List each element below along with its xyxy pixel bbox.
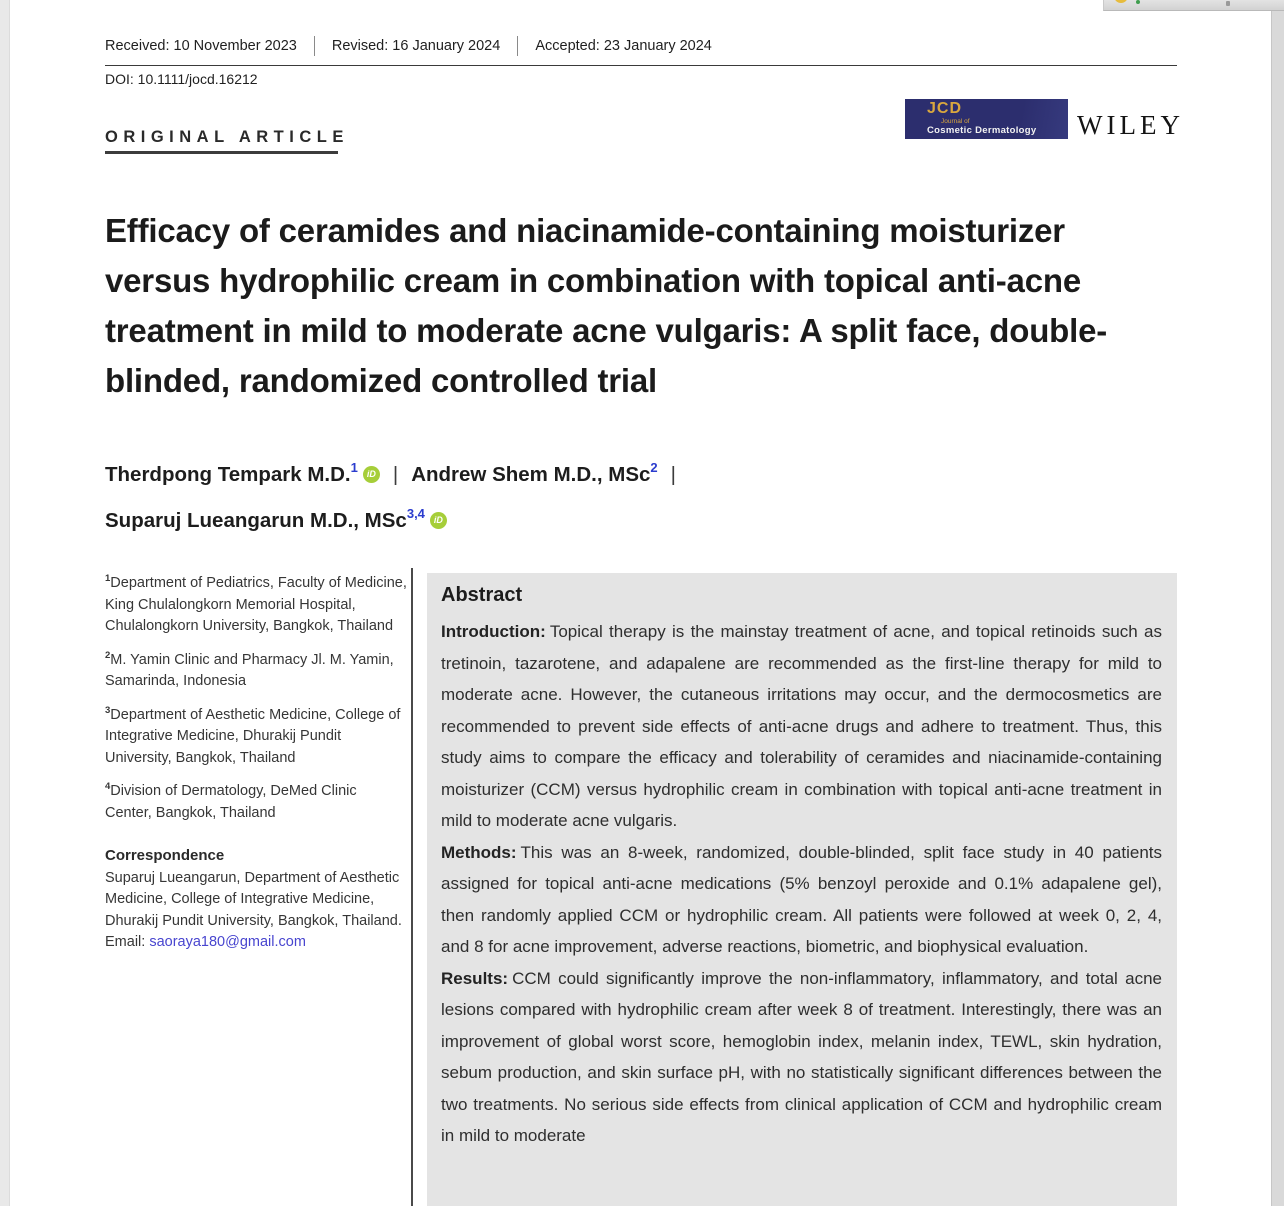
author-affiliation-sup: 3,4 xyxy=(406,506,425,521)
correspondence-heading: Correspondence xyxy=(105,847,225,864)
abstract-introduction xyxy=(441,616,1162,837)
author-separator: | xyxy=(392,463,399,486)
author-separator: | xyxy=(670,463,676,486)
journal-logo-abbr: JCD xyxy=(927,100,963,117)
extension-ring-icon[interactable] xyxy=(1114,0,1128,3)
revised-date: Revised: 16 January 2024 xyxy=(314,36,517,56)
affiliation-3 xyxy=(105,700,407,770)
affiliation-2 xyxy=(105,645,407,693)
article-type-underline xyxy=(105,151,338,154)
author xyxy=(105,460,380,486)
abstract-panel xyxy=(427,573,1177,1206)
left-gutter xyxy=(0,0,10,1206)
publisher-logo[interactable]: WILEY xyxy=(1077,110,1184,140)
author-affiliation-sup: 2 xyxy=(650,460,658,475)
menu-dot-icon[interactable] xyxy=(1226,1,1230,6)
page-title: Efficacy of ceramides and niacinamide-containing moisturizer versus hydrophilic cream in combination with topical anti-acne treatment in mild to moderate acne vulgaris: A split face, double-blinded, randomized controlled trial xyxy=(105,212,1108,399)
abstract-section-text: Topical therapy is the mainstay treatment of acne, and topical retinoids such as tretinoin, tazarotene, and adapalene are recommended as the first-line therapy for mild to moderate acne. However, the cutaneous irritations may occur, and the dermocosmetics are recommended to prevent side effects of anti-acne drugs and adhere to treatment. Thus, this study aims to compare the efficacy and tolerability of ceramides and niacinamide-containing moisturizer (CCM) versus hydrophilic cream in combination with topical anti-acne treatment in mild to moderate acne vulgaris. xyxy=(441,622,1162,830)
affiliation-sup: 4 xyxy=(105,781,111,792)
email-link[interactable]: saoraya180@gmail.com xyxy=(149,934,306,950)
affiliations-sidebar xyxy=(105,568,407,954)
affiliation-sup: 2 xyxy=(105,649,111,661)
article-page xyxy=(10,0,1271,1206)
journal-logo[interactable] xyxy=(905,99,1068,139)
journal-logo-line1: Journal of xyxy=(941,118,970,125)
orcid-icon[interactable]: iD xyxy=(363,466,380,483)
author-name: Therdpong Tempark M.D. xyxy=(105,463,351,486)
abstract-methods xyxy=(441,837,1162,963)
dates-meta-bar xyxy=(105,36,1177,66)
author-name: Suparuj Lueangarun M.D., MSc xyxy=(105,509,407,532)
journal-logo-line2: Cosmetic Dermatology xyxy=(927,125,1037,136)
author xyxy=(105,506,447,532)
affiliation-sup: 1 xyxy=(105,573,111,584)
orcid-icon[interactable]: iD xyxy=(430,512,447,529)
status-dot-icon xyxy=(1136,0,1140,4)
affiliation-sup: 3 xyxy=(105,704,111,716)
accepted-date: Accepted: 23 January 2024 xyxy=(517,36,729,56)
author-name: Andrew Shem M.D., MSc xyxy=(411,463,651,486)
abstract-section-label: Methods: xyxy=(441,842,517,862)
affiliation-text: Department of Pediatrics, Faculty of Medicine, King Chulalongkorn Memorial Hospital, Chulalongkorn University, Bangkok, Thailand xyxy=(105,575,407,634)
affiliation-text: M. Yamin Clinic and Pharmacy Jl. M. Yamin, Samarinda, Indonesia xyxy=(105,651,394,689)
correspondence-email-line xyxy=(105,932,407,954)
column-divider xyxy=(411,568,413,1206)
abstract-section-text: CCM could significantly improve the non-inflammatory, inflammatory, and total acne lesions compared with hydrophilic cream after week 8 of treatment. Interestingly, there was an improvement of global worst score, hemoglobin index, melanin index, TEWL, skin hydration, sebum production, and skin surface pH, with no statistically significant differences between the two treatments. No serious side effects from clinical application of CCM and hydrophilic cream in mild to moderate xyxy=(441,968,1162,1145)
correspondence-text: Suparuj Lueangarun, Department of Aesthetic Medicine, College of Integrative Medicine, Dhurakij Pundit University, Bangkok, Thailand. xyxy=(105,869,402,929)
doi: DOI: 10.1111/jocd.16212 xyxy=(105,71,258,87)
browser-toolbar-fragment xyxy=(1103,0,1284,11)
author xyxy=(411,460,658,486)
abstract-section-text: This was an 8-week, randomized, double-blinded, split face study in 40 patients assigned for topical anti-acne medications (5% benzoyl peroxide and 0.1% adapalene gel), then randomly applied CCM or hydrophilic cream. All patients were followed at week 0, 2, 4, and 8 for acne improvement, adverse reactions, biometric, and biophysical evaluation. xyxy=(441,842,1162,956)
affiliation-1 xyxy=(105,568,407,638)
affiliation-text: Division of Dermatology, DeMed Clinic Center, Bangkok, Thailand xyxy=(105,783,357,821)
correspondence-block xyxy=(105,845,407,954)
article-type-label: ORIGINAL ARTICLE xyxy=(105,128,349,146)
abstract-section-label: Results: xyxy=(441,968,509,988)
affiliation-4 xyxy=(105,776,407,824)
received-date: Received: 10 November 2023 xyxy=(105,38,297,54)
affiliation-text: Department of Aesthetic Medicine, College of Integrative Medicine, Dhurakij Pundit University, Bangkok, Thailand xyxy=(105,706,401,766)
author-affiliation-sup: 1 xyxy=(350,460,358,475)
scrollbar-track[interactable] xyxy=(1271,0,1284,1206)
author-list xyxy=(105,448,865,540)
abstract-heading: Abstract xyxy=(441,584,523,606)
abstract-results xyxy=(441,963,1162,1152)
email-label: Email: xyxy=(105,934,146,950)
abstract-section-label: Introduction: xyxy=(441,622,546,641)
